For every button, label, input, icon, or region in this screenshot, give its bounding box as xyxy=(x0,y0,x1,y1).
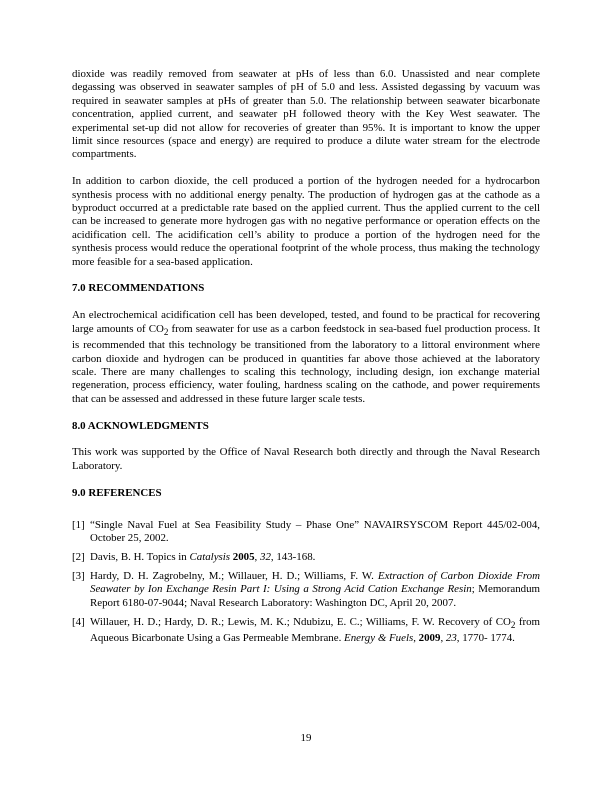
reference-text xyxy=(90,570,540,610)
references-list xyxy=(72,519,540,646)
reference-journal: Catalysis xyxy=(189,551,231,564)
reference-number: [2] xyxy=(72,551,85,564)
reference-item xyxy=(72,616,540,646)
recommendations-text-a: An electrochemical acidification cell has been developed, tested, and found to be practical for recovering large amounts of CO xyxy=(72,309,540,335)
reference-journal: Energy & Fuels xyxy=(344,632,414,645)
reference-part: Willauer, H. D.; Hardy, D. R.; Lewis, M. K.; Ndubizu, E. C.; Williams, F. W. Recovery of CO xyxy=(90,615,511,628)
reference-item xyxy=(72,519,540,546)
recommendations-text-b: from seawater for use as a carbon feedstock in sea-based fuel production process. It is recommended that this technology be transitioned from the laboratory to a littoral environment where carbon dioxide and hydrogen can be produced in quantities far above those achieved at the laboratory scale. There are many challenges to scaling this technology, including design, ion exchange material regeneration, process efficiency, water fouling, hardness scaling on the cathode, and power requirements that can be assessed and addressed in these future larger scale tests. xyxy=(72,322,541,405)
reference-part: Davis, B. H. Topics in xyxy=(90,551,190,564)
page-number: 19 xyxy=(300,732,312,744)
reference-part: , 143-168. xyxy=(270,551,316,564)
recommendations-paragraph xyxy=(72,309,540,406)
reference-number: [4] xyxy=(72,615,85,628)
reference-part: , xyxy=(254,551,260,564)
references-heading: 9.0 REFERENCES xyxy=(72,486,162,499)
reference-item xyxy=(72,551,540,564)
reference-volume: 32 xyxy=(260,551,271,564)
acknowledgments-paragraph: This work was supported by the Office of Naval Research both directly and through the Naval Research Laboratory. xyxy=(72,446,540,472)
reference-part: , 1770- 1774. xyxy=(456,632,515,645)
reference-part: , xyxy=(413,632,419,645)
recommendations-heading: 7.0 RECOMMENDATIONS xyxy=(72,282,205,295)
acknowledgments-heading: 8.0 ACKNOWLEDGMENTS xyxy=(72,419,209,432)
page-content xyxy=(72,68,540,651)
reference-number: [1] xyxy=(72,519,85,532)
reference-text xyxy=(90,616,540,646)
reference-year: 2009 xyxy=(418,632,441,645)
reference-year: 2005 xyxy=(232,551,255,564)
reference-text: “Single Naval Fuel at Sea Feasibility Study – Phase One” NAVAIRSYSCOM Report 445/02-004, October 25, 2002. xyxy=(90,519,540,545)
reference-part: Hardy, D. H. Zagrobelny, M.; Willauer, H. D.; Williams, F. W. xyxy=(90,570,378,583)
reference-item xyxy=(72,570,540,610)
reference-number: [3] xyxy=(72,570,85,583)
reference-title: Extraction of Carbon Dioxide From Seawater by Ion Exchange Resin Part I: Using a Strong Acid Cation Exchange Resin xyxy=(90,570,540,596)
reference-part: ; Memorandum Report 6180-07-9044; Naval Research Laboratory: Washington DC, April 20, 2007. xyxy=(90,583,540,609)
reference-volume: 23 xyxy=(445,632,457,645)
co2-subscript: 2 xyxy=(163,326,169,337)
paragraph-hydrogen-production: In addition to carbon dioxide, the cell produced a portion of the hydrogen needed for a hydrocarbon synthesis process with no additional energy penalty. The production of hydrogen gas at the cathode as a byproduct occurred at a predictable rate based on the applied current. Thus the applied current to the cell can be increased to generate more hydrogen gas with no negative performance or operation effects on the acidification cell. The acidification cell’s ability to produce a portion of the hydrogen need for the synthesis process would reduce the operational footprint of the whole process, thus making the technology more feasible for a sea-based application. xyxy=(72,175,540,268)
co2-subscript: 2 xyxy=(510,619,516,630)
reference-part: , xyxy=(440,632,446,645)
reference-text xyxy=(90,551,540,564)
reference-part: from Aqueous Bicarbonate Using a Gas Permeable Membrane. xyxy=(90,615,540,645)
paragraph-co2-removal: dioxide was readily removed from seawater at pHs of less than 6.0. Unassisted and near complete degassing was observed in seawater samples of pH of 5.0 and less. Assisted degassing by vacuum was required in seawater samples at pHs of greater than 5.0. The relationship between seawater bicarbonate concentration, applied current, and seawater pH followed theory with the Key West seawater. The experimental set-up did not allow for recoveries of greater than 95%. It is important to know the upper limit since resources (space and energy) are required to produce a dilute water stream for the electrode compartments. xyxy=(72,68,540,161)
